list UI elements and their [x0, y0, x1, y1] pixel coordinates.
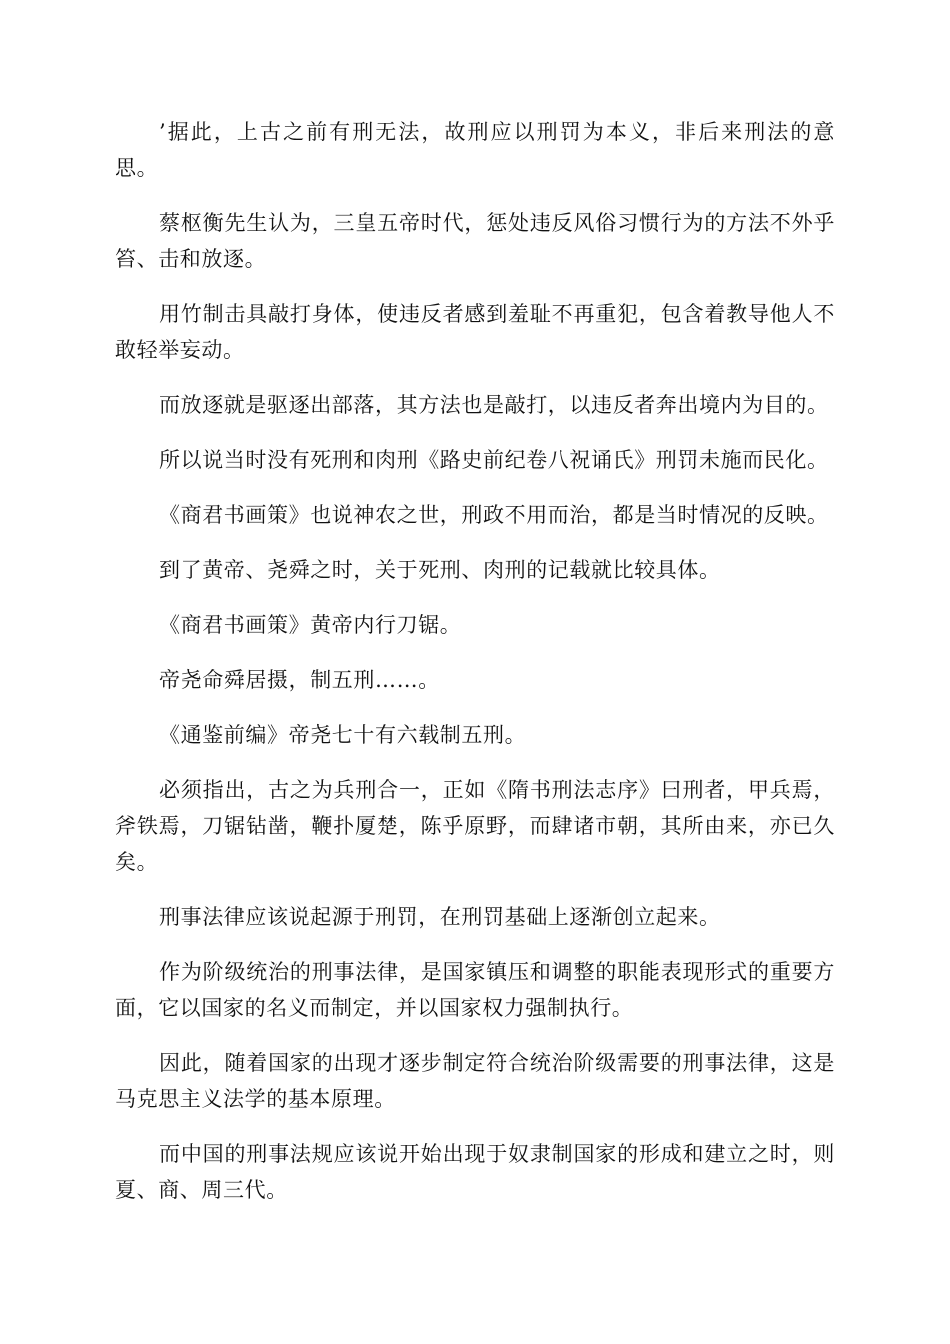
paragraph: ’据此，上古之前有刑无法，故刑应以刑罚为本义，非后来刑法的意思。	[115, 120, 835, 180]
paragraph: 蔡枢衡先生认为，三皇五帝时代，惩处违反风俗习惯行为的方法不外乎笞、击和放逐。	[115, 211, 835, 271]
paragraph: 因此，随着国家的出现才逐步制定符合统治阶级需要的刑事法律，这是马克思主义法学的基本原理。	[115, 1051, 835, 1111]
paragraph: 到了黄帝、尧舜之时，关于死刑、肉刑的记载就比较具体。	[159, 558, 721, 582]
paragraph: 作为阶级统治的刑事法律，是国家镇压和调整的职能表现形式的重要方面，它以国家的名义而制定，并以国家权力强制执行。	[115, 960, 835, 1020]
paragraph: 《通鉴前编》帝尧七十有六载制五刑。	[159, 723, 527, 747]
paragraph: 《商君书画策》也说神农之世，刑政不用而治，都是当时情况的反映。	[159, 503, 829, 527]
document-body	[115, 114, 835, 1227]
paragraph: 帝尧命舜居摄，制五刑……。	[159, 668, 440, 692]
paragraph: 而中国的刑事法规应该说开始出现于奴隶制国家的形成和建立之时，则夏、商、周三代。	[115, 1142, 835, 1202]
paragraph: 必须指出，古之为兵刑合一，正如《隋书刑法志序》曰刑者，甲兵焉，斧铁焉，刀锯钻凿，鞭扑厦楚，陈乎原野，而肆诸市朝，其所由来，亦已久矣。	[115, 778, 835, 874]
paragraph: 用竹制击具敲打身体，使违反者感到羞耻不再重犯，包含着教导他人不敢轻举妄动。	[115, 302, 835, 362]
paragraph: 而放逐就是驱逐出部落，其方法也是敲打，以违反者奔出境内为目的。	[159, 393, 829, 417]
paragraph: 刑事法律应该说起源于刑罚，在刑罚基础上逐渐创立起来。	[159, 905, 721, 929]
paragraph: 《商君书画策》黄帝内行刀锯。	[159, 613, 462, 637]
paragraph: 所以说当时没有死刑和肉刑《路史前纪卷八祝诵氏》刑罚未施而民化。	[159, 448, 829, 472]
